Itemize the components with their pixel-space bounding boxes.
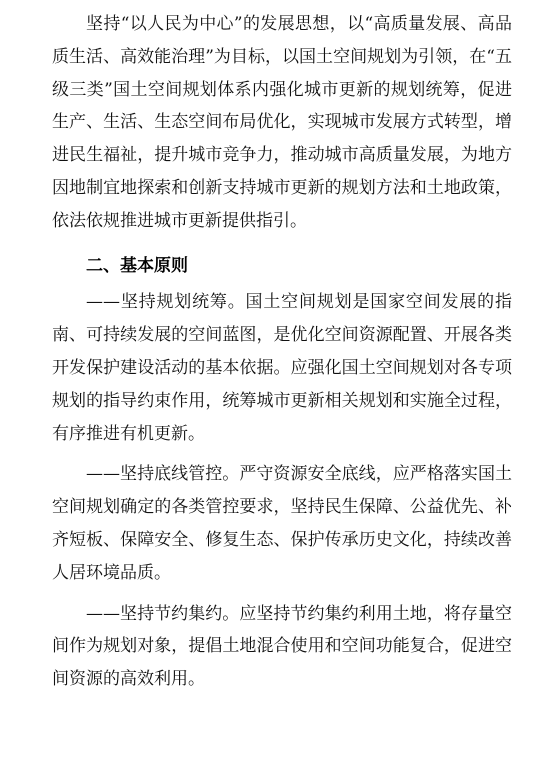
spacer bbox=[52, 238, 512, 250]
section-heading: 二、基本原则 bbox=[86, 255, 188, 276]
spacer bbox=[52, 590, 512, 598]
intro-paragraph: 坚持“以人民为中心”的发展思想，以“高质量发展、高品质生活、高效能治理”为目标，以国土空间规划为引领，在“五级三类”国土空间规划体系内强化城市更新的规划统筹，促进生产、生活、生态空间布局优化，实现城市发展方式转型，增进民生福祉，提升城市竞争力，推动城市高质量发展，为地方因地制宜地探索和创新支持城市更新的规划方法和土地政策，依法依规推进城市更新提供指引。 bbox=[52, 14, 512, 231]
principle-intensive-use: ——坚持节约集约。应坚持节约集约利用土地，将存量空间作为规划对象，提倡土地混合使用和空间功能复合，促进空间资源的高效利用。 bbox=[52, 603, 512, 690]
document-body bbox=[52, 8, 512, 696]
principle-bottom-line-control: ——坚持底线管控。严守资源安全底线，应严格落实国土空间规划确定的各类管控要求，坚持民生保障、公益优先、补齐短板、保障安全、修复生态、保护传承历史文化，持续改善人居环境品质。 bbox=[52, 464, 512, 583]
principle-planning-coordination: ——坚持规划统筹。国土空间规划是国家空间发展的指南、可持续发展的空间蓝图，是优化空间资源配置、开展各类开发保护建设活动的基本依据。应强化国土空间规划对各专项规划的指导约束作用，统筹城市更新相关规划和实施全过程，有序推进有机更新。 bbox=[52, 292, 512, 444]
spacer bbox=[52, 450, 512, 458]
